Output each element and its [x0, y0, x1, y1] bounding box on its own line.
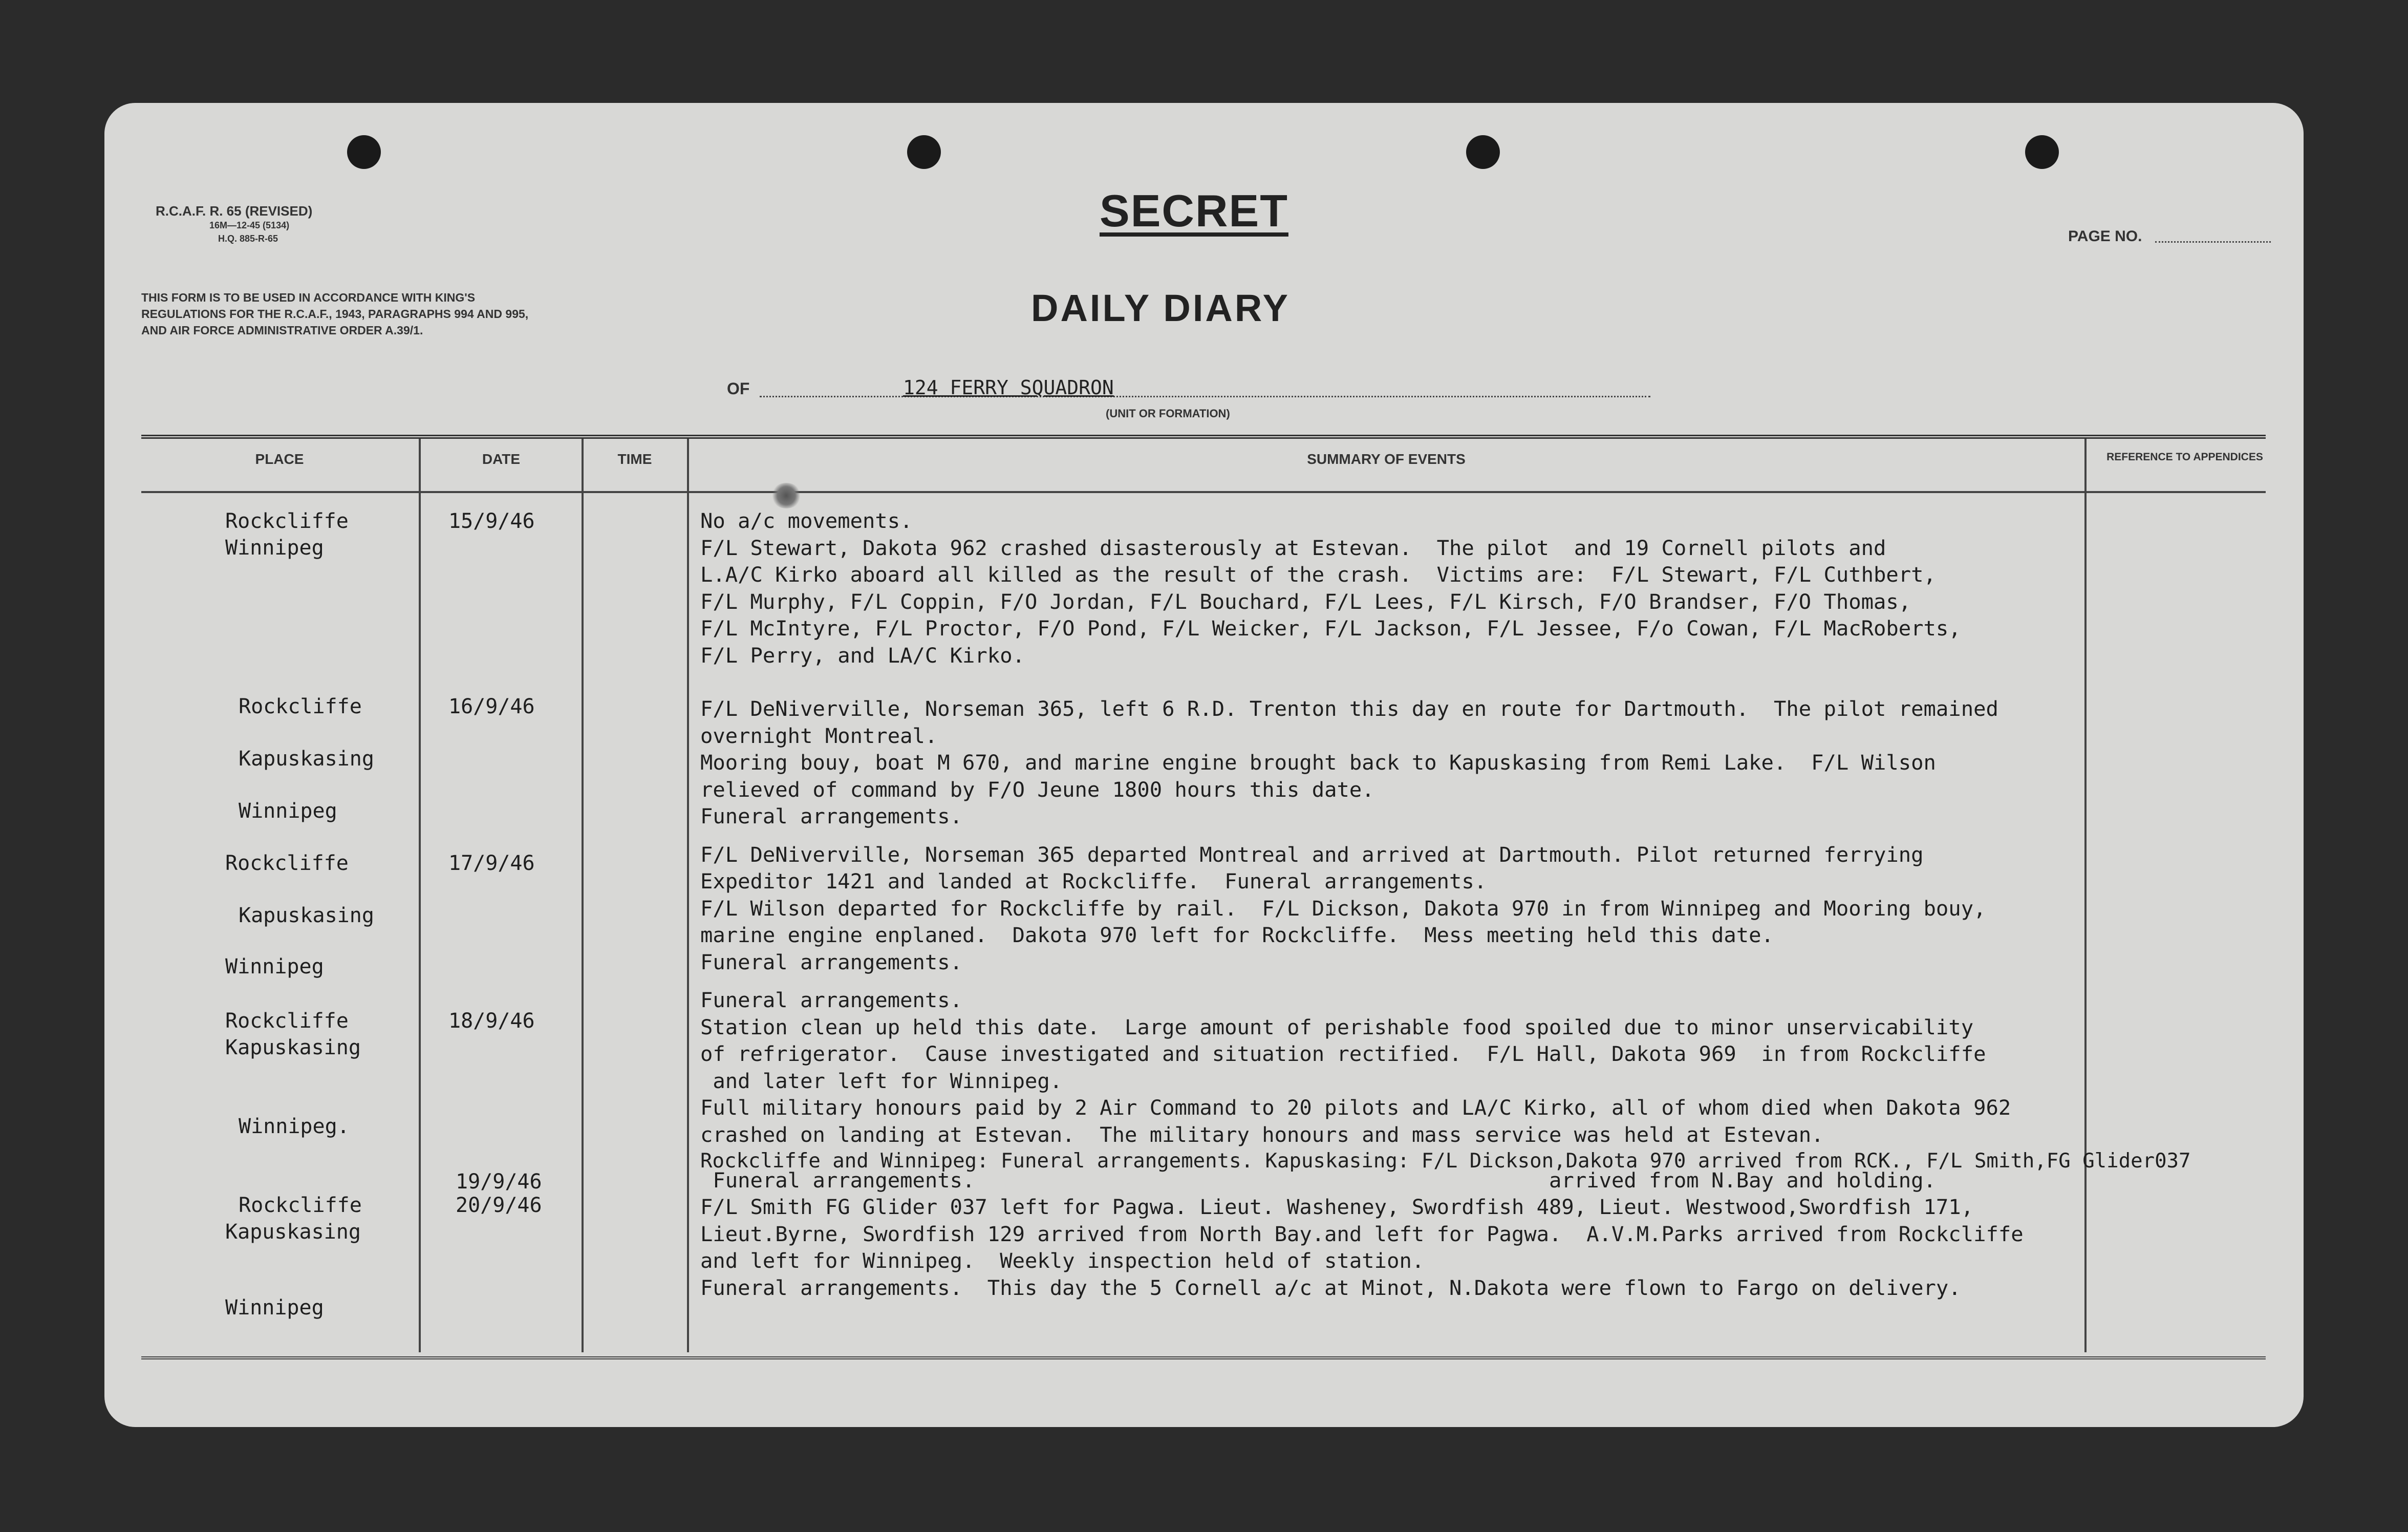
summary-line: F/L Wilson departed for Rockcliffe by rail. F/L Dickson, Dakota 970 in from Winnipeg and Mooring bouy, — [700, 896, 1986, 921]
place-entry: Rockcliffe — [225, 1009, 349, 1033]
summary-line: Funeral arrangements. — [700, 949, 963, 974]
page-title: DAILY DIARY — [1031, 287, 1290, 329]
place-entry: Winnipeg — [239, 799, 337, 823]
unit-caption: (UNIT OR FORMATION) — [1106, 407, 1230, 420]
form-hq-ref: H.Q. 885-R-65 — [218, 233, 278, 244]
summary-line: marine engine enplaned. Dakota 970 left for Rockcliffe. Mess meeting held this date. — [700, 923, 1774, 947]
summary-line: and left for Winnipeg. Weekly inspection held of station. — [700, 1248, 1425, 1273]
binder-hole — [907, 135, 941, 169]
column-header-reference: REFERENCE TO APPENDICES — [2106, 451, 2263, 463]
place-entry: Rockcliffe — [225, 509, 349, 533]
header-bottom-rule — [141, 491, 2266, 493]
date-entry: 20/9/46 — [456, 1194, 542, 1217]
column-divider — [419, 439, 421, 1352]
form-number-text: R.C.A.F. R. 65 (REVISED) — [156, 203, 313, 219]
summary-line: F/L Murphy, F/L Coppin, F/O Jordan, F/L Bouchard, F/L Lees, F/L Kirsch, F/O Brandser, F/O Thomas, — [700, 589, 1911, 614]
table-top-rule — [141, 435, 2266, 439]
date-entry: 16/9/46 — [448, 695, 535, 718]
form-print-run: 16M—12-45 (5134) — [209, 220, 290, 230]
column-header-date: DATE — [482, 451, 521, 467]
summary-line: Rockcliffe and Winnipeg: Funeral arrangements. Kapuskasing: F/L Dickson,Dakota 970 arrived from RCK., F/L Smith,FG Glider037 — [700, 1150, 2191, 1173]
regulations-note: THIS FORM IS TO BE USED IN ACCORDANCE WITH KING'S REGULATIONS FOR THE R.C.A.F., 1943, PARAGRAPHS 994 AND 995, AND AIR FORCE ADMINISTRATIVE ORDER A.39/1. — [141, 291, 529, 337]
form-number — [156, 203, 312, 245]
place-entry: Rockcliffe — [239, 695, 362, 718]
summary-line: F/L McIntyre, F/L Proctor, F/O Pond, F/L Weicker, F/L Jackson, F/L Jessee, F/o Cowan, F/L MacRoberts, — [700, 616, 1961, 641]
place-entry: Rockcliffe — [225, 852, 349, 875]
unit-field-line — [760, 396, 1650, 397]
column-header-time: TIME — [617, 451, 652, 467]
summary-line: Expeditor 1421 and landed at Rockcliffe. Funeral arrangements. — [700, 869, 1487, 893]
place-entry: Kapuskasing — [239, 747, 374, 771]
column-divider — [582, 439, 584, 1352]
place-entry: Winnipeg — [225, 1296, 324, 1320]
classification-stamp: SECRET — [1100, 185, 1288, 236]
place-entry: Winnipeg — [225, 955, 324, 978]
summary-line: relieved of command by F/O Jeune 1800 hours this date. — [700, 777, 1374, 802]
diary-card — [104, 103, 2304, 1427]
place-entry: Winnipeg — [225, 536, 324, 560]
date-entry: 15/9/46 — [448, 509, 535, 533]
date-entry: 19/9/46 — [456, 1170, 542, 1194]
summary-line: Lieut.Byrne, Swordfish 129 arrived from North Bay.and left for Pagwa. A.V.M.Parks arrived from Rockcliffe — [700, 1221, 2024, 1246]
summary-line: crashed on landing at Estevan. The military honours and mass service was held at Estevan. — [700, 1122, 1824, 1147]
of-label: OF — [727, 379, 750, 398]
table-bottom-rule — [141, 1356, 2266, 1359]
summary-line: of refrigerator. Cause investigated and situation rectified. F/L Hall, Dakota 969 in from Rockcliffe — [700, 1041, 1986, 1066]
summary-line: F/L DeNiverville, Norseman 365, left 6 R.D. Trenton this day en route for Dartmouth. The pilot remained — [700, 696, 1998, 721]
column-header-place: PLACE — [255, 451, 304, 467]
date-entry: 17/9/46 — [448, 852, 535, 875]
summary-of-events — [700, 507, 2287, 1301]
binder-hole — [347, 135, 381, 169]
binder-hole — [2025, 135, 2059, 169]
place-entry: Kapuskasing — [239, 904, 374, 927]
summary-line: Full military honours paid by 2 Air Command to 20 pilots and LA/C Kirko, all of whom died when Dakota 962 — [700, 1095, 2011, 1120]
page-number-field — [2155, 241, 2271, 243]
place-entry: Kapuskasing — [225, 1220, 361, 1244]
ink-smudge — [771, 483, 802, 508]
summary-line: F/L Stewart, Dakota 962 crashed disasterously at Estevan. The pilot and 19 Cornell pilots and — [700, 535, 1886, 560]
binder-hole — [1466, 135, 1500, 169]
summary-line: Funeral arrangements. — [700, 988, 963, 1012]
place-entry: Rockcliffe — [239, 1194, 362, 1217]
summary-line: Funeral arrangements. arrived from N.Bay and holding. — [700, 1167, 1936, 1193]
unit-name: 124 FERRY SQUADRON — [903, 376, 1114, 399]
summary-line: Funeral arrangements. This day the 5 Cornell a/c at Minot, N.Dakota were flown to Fargo on delivery. — [700, 1275, 1961, 1300]
summary-line: Funeral arrangements. — [700, 804, 963, 828]
place-entry: Winnipeg. — [239, 1115, 350, 1138]
summary-line: and later left for Winnipeg. — [700, 1068, 1063, 1093]
summary-line: Station clean up held this date. Large amount of perishable food spoiled due to minor unservicability — [700, 1014, 1974, 1039]
date-entry: 18/9/46 — [448, 1009, 535, 1033]
summary-line: F/L DeNiverville, Norseman 365 departed Montreal and arrived at Dartmouth. Pilot returned ferrying — [700, 842, 1924, 867]
summary-line: F/L Perry, and LA/C Kirko. — [700, 643, 1025, 668]
summary-line: Mooring bouy, boat M 670, and marine engine brought back to Kapuskasing from Remi Lake. F/L Wilson — [700, 750, 1936, 775]
place-entry: Kapuskasing — [225, 1036, 361, 1059]
summary-line: L.A/C Kirko aboard all killed as the result of the crash. Victims are: F/L Stewart, F/L Cuthbert, — [700, 562, 1936, 587]
summary-line: No a/c movements. — [700, 508, 913, 533]
summary-line: overnight Montreal. — [700, 723, 938, 748]
column-header-summary: SUMMARY OF EVENTS — [1307, 451, 1466, 467]
summary-line: F/L Smith FG Glider 037 left for Pagwa. Lieut. Washeney, Swordfish 489, Lieut. Westwood,Swordfish 171, — [700, 1195, 1974, 1219]
page-number-label: PAGE NO. — [2068, 228, 2142, 245]
column-divider — [687, 439, 689, 1352]
